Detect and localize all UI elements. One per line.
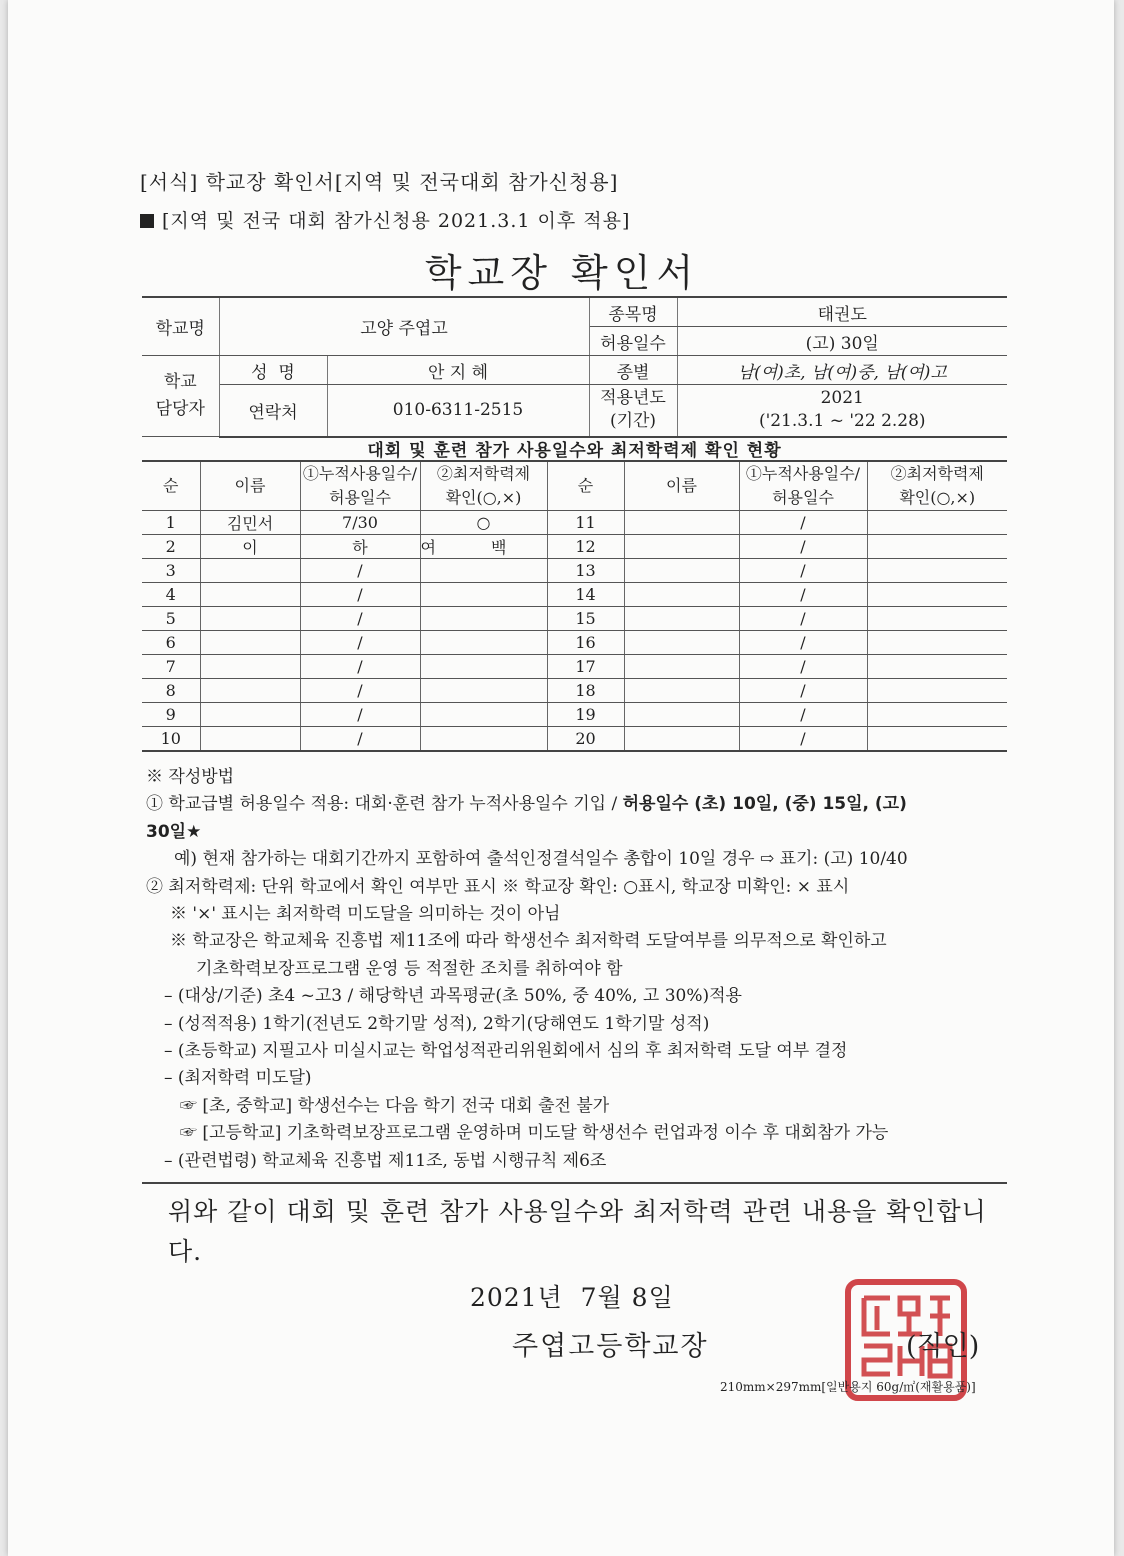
row-no: 2 (142, 535, 200, 559)
row-days: / (300, 727, 420, 752)
note-line: – (초등학교) 지필고사 미실시교는 학업성적관리위원회에서 심의 후 최저학력 도달 여부 결정 (164, 1041, 848, 1062)
row-min (420, 727, 547, 752)
contact-value: 010-6311-2515 (327, 385, 589, 437)
manager-label (142, 356, 219, 437)
row-days-2: / (739, 703, 867, 727)
row-min (420, 703, 547, 727)
row-name: 김민서 (200, 511, 300, 535)
note-line: ☞ [초, 중학교] 학생선수는 다음 학기 전국 대회 출전 불가 (180, 1095, 610, 1116)
row-min-2 (867, 703, 1007, 727)
row-min (420, 679, 547, 703)
col-no-2: 순 (547, 461, 624, 511)
col-name: 이름 (200, 461, 300, 511)
manager-label-line2: 담당자 (155, 399, 205, 419)
row-no: 1 (142, 511, 200, 535)
row-days-2: / (739, 535, 867, 559)
row-no: 3 (142, 559, 200, 583)
info-table (142, 296, 1007, 438)
col-days (300, 461, 420, 511)
table-row (142, 511, 1007, 535)
row-days: 7/30 (300, 511, 420, 535)
col-no: 순 (142, 461, 200, 511)
row-no-2: 20 (547, 727, 624, 752)
row-no-2: 13 (547, 559, 624, 583)
form-label: [서식] 학교장 확인서[지역 및 전국대회 참가신청용] (140, 170, 619, 194)
row-days: / (300, 679, 420, 703)
table-row (142, 631, 1007, 655)
paper-spec: 210mm×297mm[일반용지 60g/㎡(재활용품)] (720, 1380, 976, 1394)
col-min-line1: ②최저학력제 (436, 464, 531, 483)
row-no-2: 11 (547, 511, 624, 535)
name-label: 성 명 (219, 356, 327, 385)
col-min-line2: 확인(○,×) (445, 488, 522, 507)
table-row (142, 535, 1007, 559)
table-row (142, 679, 1007, 703)
row-min-2 (867, 679, 1007, 703)
row-days-2: / (739, 655, 867, 679)
square-bullet-icon (140, 214, 154, 228)
year-label (589, 385, 677, 437)
note-line: ☞ [고등학교] 기초학력보장프로그램 운영하며 미도달 학생선수 런업과정 이수 후 대회참가 가능 (180, 1123, 889, 1144)
row-name (200, 559, 300, 583)
principal-name: 주엽고등학교장 (512, 1331, 709, 1362)
row-min (420, 535, 547, 559)
form-subtitle (140, 206, 630, 233)
row-days-2: / (739, 511, 867, 535)
note-line: – (대상/기준) 초4 ~고3 / 해당학년 과목평균(초 50%, 중 40%, 고 30%)적용 (164, 986, 742, 1007)
sport-value: 태권도 (677, 297, 1007, 327)
period-value: ('21.3.1 ~ '22 2.28) (758, 411, 926, 432)
row-days: / (300, 631, 420, 655)
row-name-2 (624, 583, 739, 607)
row-name: 이 (200, 535, 300, 559)
row-min-2 (867, 607, 1007, 631)
row-name-2 (624, 535, 739, 559)
year-label-line1: 적용년도 (600, 388, 666, 409)
row-name-2 (624, 727, 739, 752)
sport-label: 종목명 (589, 297, 677, 327)
row-days: / (300, 583, 420, 607)
allowed-value: (고) 30일 (677, 327, 1007, 356)
row-no-2: 19 (547, 703, 624, 727)
row-min-2 (867, 511, 1007, 535)
row-min (420, 583, 547, 607)
col-days-2-line1: ①누적사용일수/ (745, 464, 861, 483)
col-days-line1: ①누적사용일수/ (302, 464, 418, 483)
row-min-extra: 백 (491, 538, 507, 557)
note-line: – (최저학력 미도달) (164, 1068, 312, 1089)
row-name (200, 727, 300, 752)
row-min-2 (867, 535, 1007, 559)
row-name (200, 631, 300, 655)
manager-label-line1: 학교 (163, 372, 197, 392)
row-days-2: / (739, 559, 867, 583)
document-page (8, 0, 1114, 1556)
row-min-2 (867, 583, 1007, 607)
name-value: 안 지 혜 (327, 356, 589, 385)
row-min-2 (867, 727, 1007, 752)
table-row (142, 559, 1007, 583)
row-name-2 (624, 655, 739, 679)
row-name (200, 703, 300, 727)
seal-label: (직인) (906, 1331, 980, 1362)
row-min (420, 631, 547, 655)
row-no: 8 (142, 679, 200, 703)
row-name (200, 679, 300, 703)
notes-heading: ※ 작성방법 (146, 767, 235, 787)
row-days-2: / (739, 583, 867, 607)
col-days-line2: 허용일수 (329, 488, 391, 507)
type-label: 종별 (589, 356, 677, 385)
note-line: 예) 현재 참가하는 대회기간까지 포함하여 출석인정결석일수 총합이 10일 경우 ⇨ 표기: (고) 10/40 (174, 849, 908, 870)
note-text: ① 학교급별 허용일수 적용: 대회·훈련 참가 누적사용일수 기입 / (146, 794, 623, 815)
note-line: – (관련법령) 학교체육 진흥법 제11조, 동법 시행규칙 제6조 (164, 1150, 607, 1171)
row-no-2: 17 (547, 655, 624, 679)
row-no: 4 (142, 583, 200, 607)
row-no-2: 15 (547, 607, 624, 631)
row-no: 9 (142, 703, 200, 727)
type-value: 남(여)초, 남(여)중, 남(여)고 (677, 356, 1007, 385)
row-min-2 (867, 631, 1007, 655)
col-min-2-line2: 확인(○,×) (899, 488, 976, 507)
row-days-2: / (739, 679, 867, 703)
row-no: 6 (142, 631, 200, 655)
row-name (200, 607, 300, 631)
row-min (420, 607, 547, 631)
row-name (200, 655, 300, 679)
allowed-label: 허용일수 (589, 327, 677, 356)
note-line: ※ 학교장은 학교체육 진흥법 제11조에 따라 학생선수 최저학력 도달여부를 의무적으로 확인하고 (170, 931, 887, 952)
row-no: 10 (142, 727, 200, 752)
col-min (420, 461, 547, 511)
notes (146, 764, 1006, 1175)
row-days: / (300, 559, 420, 583)
row-days-2: / (739, 727, 867, 752)
row-min: ○ (420, 511, 547, 535)
col-days-2 (739, 461, 867, 511)
confirm-statement: 위와 같이 대회 및 훈련 참가 사용일수와 최저학력 관련 내용을 확인합니다. (168, 1197, 987, 1266)
col-min-2-line1: ②최저학력제 (890, 464, 984, 483)
year-value-cell (677, 385, 1007, 437)
note-line: 30일★ (146, 821, 202, 842)
row-name-2 (624, 679, 739, 703)
status-table (142, 460, 1007, 752)
row-no-2: 14 (547, 583, 624, 607)
row-name-2 (624, 631, 739, 655)
row-name (200, 583, 300, 607)
year-label-line2: (기간) (609, 411, 657, 432)
row-min-2 (867, 559, 1007, 583)
note-line: 기초학력보장프로그램 운영 등 적절한 조치를 취하여야 함 (196, 958, 623, 979)
row-min (420, 655, 547, 679)
row-name-2 (624, 607, 739, 631)
row-min (420, 559, 547, 583)
row-no-2: 18 (547, 679, 624, 703)
document-title: 학교장 확인서 (424, 251, 700, 295)
row-min-text: 여 (420, 538, 436, 557)
table-row (142, 703, 1007, 727)
row-no: 7 (142, 655, 200, 679)
row-days: / (300, 703, 420, 727)
row-name-2 (624, 511, 739, 535)
note-line: ② 최저학력제: 단위 학교에서 확인 여부만 표시 ※ 학교장 확인: ○표시, 학교장 미확인: × 표시 (146, 876, 850, 897)
note-line: ※ '×' 표시는 최저학력 미도달을 의미하는 것이 아님 (170, 904, 561, 925)
contact-label: 연락처 (219, 385, 327, 437)
year-value: 2021 (820, 388, 864, 409)
row-days: / (300, 655, 420, 679)
form-subtitle-text: [지역 및 전국 대회 참가신청용 2021.3.1 이후 적용] (162, 210, 631, 232)
table-row (142, 607, 1007, 631)
note-line: – (성적적용) 1학기(전년도 2학기말 성적), 2학기(당해연도 1학기말 성적) (164, 1013, 710, 1034)
table-row (142, 583, 1007, 607)
note-bold-text: 허용일수 (초) 10일, (중) 15일, (고) (622, 794, 907, 815)
row-name-2 (624, 703, 739, 727)
issue-date: 2021년 7월 8일 (470, 1283, 674, 1312)
col-name-2: 이름 (624, 461, 739, 511)
row-days: / (300, 607, 420, 631)
row-no: 5 (142, 607, 200, 631)
col-days-2-line2: 허용일수 (772, 488, 834, 507)
status-title: 대회 및 훈련 참가 사용일수와 최저학력제 확인 현황 (367, 441, 782, 461)
table-row (142, 727, 1007, 752)
row-days-2: / (739, 631, 867, 655)
row-no-2: 12 (547, 535, 624, 559)
row-name-2 (624, 559, 739, 583)
row-min-2 (867, 655, 1007, 679)
school-label: 학교명 (142, 297, 219, 356)
row-days-2: / (739, 607, 867, 631)
divider (142, 1182, 1007, 1184)
row-no-2: 16 (547, 631, 624, 655)
col-min-2 (867, 461, 1007, 511)
status-rows (142, 511, 1007, 752)
row-days: 하 (300, 535, 420, 559)
table-row (142, 655, 1007, 679)
school-value: 고양 주엽고 (219, 297, 589, 356)
note-line (146, 791, 1006, 818)
